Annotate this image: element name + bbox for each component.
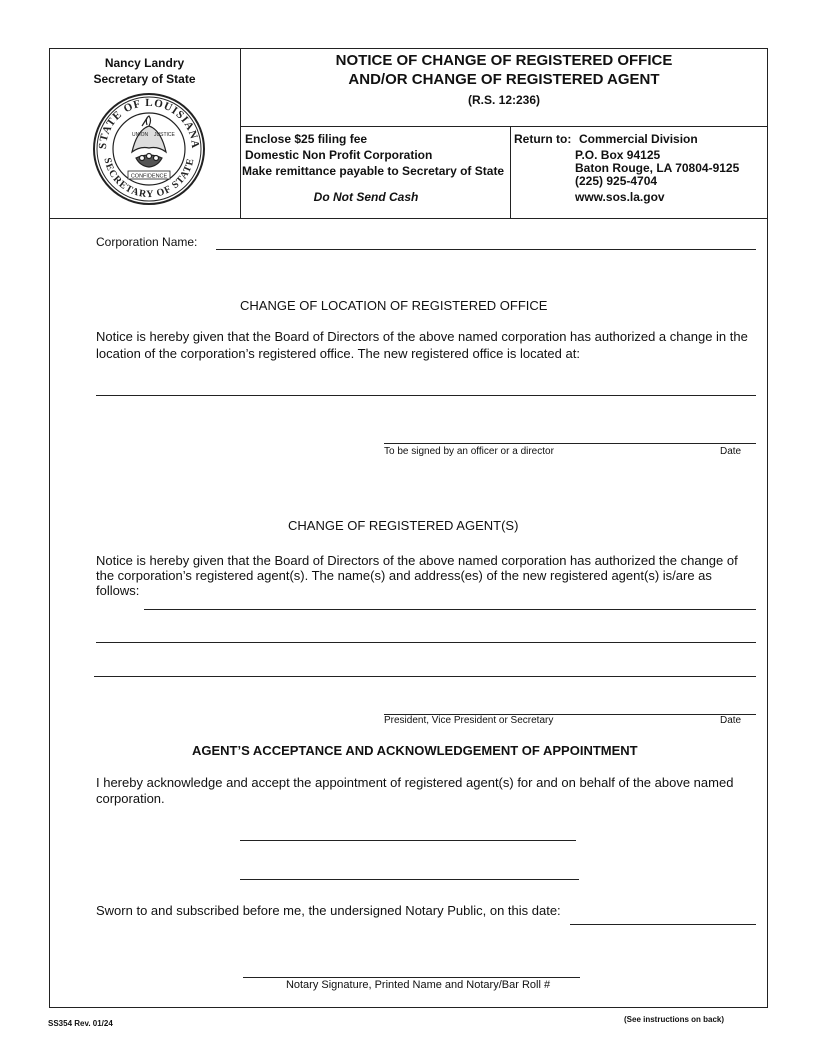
statute-ref: (R.S. 12:236) <box>467 93 541 107</box>
agent-signature-field2[interactable] <box>240 879 579 880</box>
title-divider <box>240 126 768 127</box>
notary-date-field[interactable] <box>570 924 756 925</box>
notary-signature-field[interactable] <box>243 977 580 978</box>
agent-signature-field1[interactable] <box>240 840 576 841</box>
form-number: SS354 Rev. 01/24 <box>48 1019 113 1028</box>
return-phone: (225) 925-4704 <box>575 174 658 188</box>
office-heading: CHANGE OF LOCATION OF REGISTERED OFFICE <box>240 298 548 313</box>
corp-name-field[interactable] <box>216 249 756 250</box>
corp-type: Domestic Non Profit Corporation <box>245 148 433 162</box>
return-web: www.sos.la.gov <box>575 190 665 204</box>
seal-motto-right: JUSTICE <box>154 132 175 138</box>
office-notice-line2: location of the corporation’s registered office. The new registered office is located at: <box>96 346 580 361</box>
notary-label: Notary Signature, Printed Name and Notary/Bar Roll # <box>285 979 551 991</box>
sworn-text: Sworn to and subscribed before me, the undersigned Notary Public, on this date: <box>96 903 561 918</box>
agent-field-line2[interactable] <box>96 642 756 643</box>
return-box: P.O. Box 94125 <box>575 148 661 162</box>
seal-bottom-text: SECRETARY OF STATE <box>101 156 197 201</box>
agent-field-line1[interactable] <box>144 609 756 610</box>
return-division: Commercial Division <box>579 132 698 146</box>
return-city: Baton Rouge, LA 70804-9125 <box>575 161 740 175</box>
agent-heading: CHANGE OF REGISTERED AGENT(S) <box>288 518 519 533</box>
officer-sig-label: To be signed by an officer or a director <box>384 446 554 457</box>
acceptance-line2: corporation. <box>96 791 165 806</box>
form-title-line2: AND/OR CHANGE OF REGISTERED AGENT <box>348 71 660 88</box>
agent-notice-line2: the corporation’s registered agent(s). The name(s) and address(es) of the new registered agent(s) is/are as <box>96 568 712 583</box>
president-date-label: Date <box>720 715 742 726</box>
fee-line: Enclose $25 filing fee <box>245 132 368 146</box>
agent-field-line3[interactable] <box>94 676 756 677</box>
official-name: Nancy Landry <box>104 56 185 70</box>
acceptance-line1: I hereby acknowledge and accept the appointment of registered agent(s) for and on behalf of the above named <box>96 775 734 790</box>
instructions-note: (See instructions on back) <box>624 1015 725 1024</box>
seal-top-text: STATE OF LOUISIANA <box>96 96 202 150</box>
officer-signature-field[interactable] <box>384 443 756 444</box>
president-sig-label: President, Vice President or Secretary <box>384 715 554 726</box>
officer-date-label: Date <box>720 446 742 457</box>
cash-note: Do Not Send Cash <box>313 190 419 204</box>
state-seal <box>92 92 206 206</box>
agent-notice-line1: Notice is hereby given that the Board of Directors of the above named corporation has authorized the change of <box>96 553 738 568</box>
new-office-address-field[interactable] <box>96 395 756 396</box>
seal-motto-left: UNION <box>132 132 149 138</box>
form-title-line1: NOTICE OF CHANGE OF REGISTERED OFFICE <box>335 52 673 69</box>
return-label: Return to: <box>514 132 572 146</box>
remit-line: Make remittance payable to Secretary of State <box>242 164 505 178</box>
header-divider <box>49 218 768 219</box>
official-title: Secretary of State <box>93 72 196 86</box>
agent-notice-line3: follows: <box>96 583 140 598</box>
pelican-icon <box>132 116 166 167</box>
info-divider <box>510 126 511 218</box>
corp-name-label: Corporation Name: <box>96 235 198 249</box>
seal-motto-bottom: CONFIDENCE <box>130 173 168 180</box>
acceptance-heading: AGENT’S ACCEPTANCE AND ACKNOWLEDGEMENT OF APPOINTMENT <box>192 743 638 758</box>
office-notice-line1: Notice is hereby given that the Board of Directors of the above named corporation has authorized a change in the <box>96 329 748 344</box>
